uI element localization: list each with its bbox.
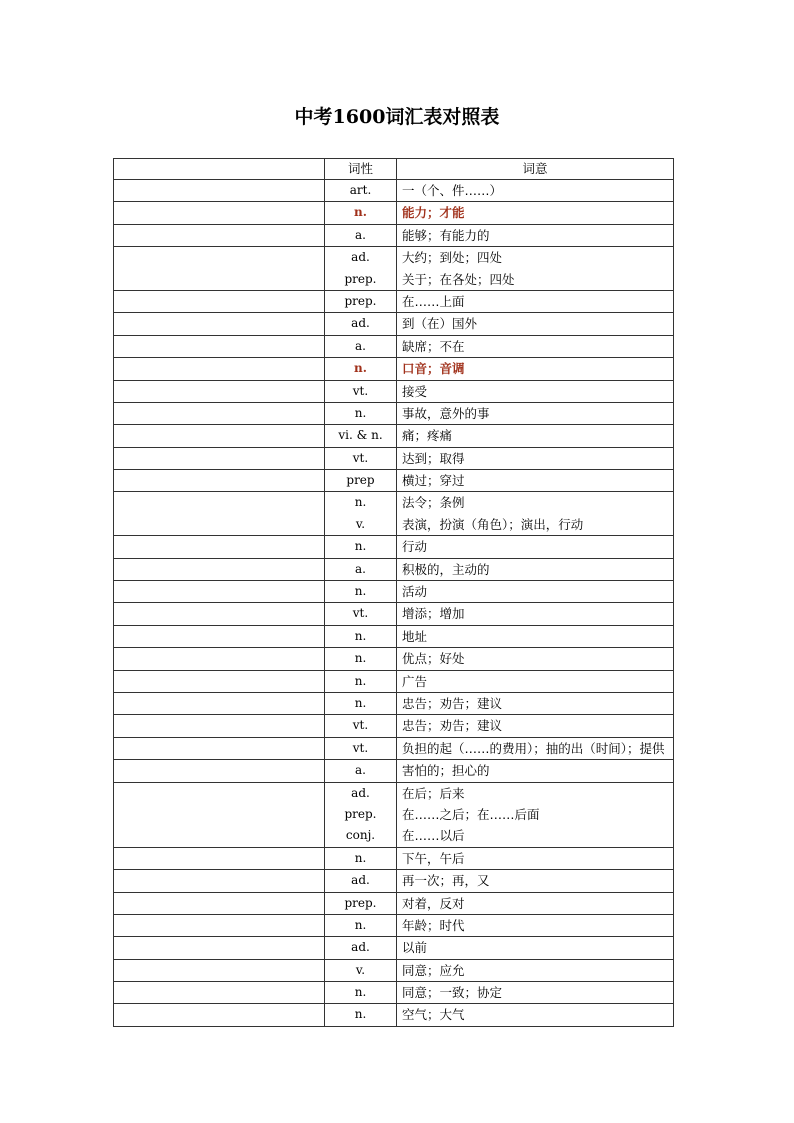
- meaning-text: 口音；音调: [402, 361, 465, 377]
- table-row: [114, 692, 674, 714]
- pos-text: n.: [354, 361, 367, 376]
- table-header-row: [114, 159, 674, 180]
- pos-cell: [325, 313, 397, 335]
- meaning-text: 能力；才能: [402, 205, 465, 221]
- pos-cell: [325, 202, 397, 224]
- table-row: [114, 847, 674, 869]
- meaning-cell: [397, 492, 674, 536]
- pos-cell: [325, 959, 397, 981]
- pos-text: n.: [354, 205, 367, 220]
- meaning-cell: [397, 648, 674, 670]
- word-cell: [114, 358, 325, 380]
- table-row: [114, 715, 674, 737]
- pos-text: ad.: [351, 785, 370, 800]
- word-cell: [114, 959, 325, 981]
- pos-text: vt.: [352, 718, 369, 733]
- meaning-text: 同意；应允: [402, 962, 465, 978]
- word-cell: [114, 247, 325, 291]
- pos-text: prep: [346, 473, 375, 488]
- table-row: [114, 290, 674, 312]
- meaning-cell: [397, 603, 674, 625]
- meaning-text: 对着，反对: [402, 895, 465, 911]
- meaning-cell: [397, 470, 674, 492]
- meaning-cell: [397, 670, 674, 692]
- pos-cell: [325, 870, 397, 892]
- pos-text: n.: [354, 495, 367, 510]
- table-row: [114, 447, 674, 469]
- meaning-cell: [397, 180, 674, 202]
- pos-text: prep.: [344, 806, 377, 821]
- meaning-text: 痛；疼痛: [402, 428, 453, 444]
- table-row: [114, 380, 674, 402]
- table-row: [114, 892, 674, 914]
- meaning-text: 接受: [402, 383, 428, 399]
- meaning-text: 负担的起（……的费用）；抽的出（时间）；提供: [402, 740, 665, 756]
- meaning-cell: [397, 358, 674, 380]
- table-row: [114, 425, 674, 447]
- pos-cell: [325, 914, 397, 936]
- pos-cell: [325, 937, 397, 959]
- word-cell: [114, 380, 325, 402]
- meaning-text: 下午，午后: [402, 850, 465, 866]
- pos-cell: [325, 536, 397, 558]
- pos-text: ad.: [351, 940, 370, 955]
- word-cell: [114, 224, 325, 246]
- pos-text: ad.: [351, 873, 370, 888]
- meaning-cell: [397, 380, 674, 402]
- pos-cell: [325, 425, 397, 447]
- word-cell: [114, 914, 325, 936]
- pos-cell: [325, 737, 397, 759]
- meaning-text: 以前: [402, 940, 428, 956]
- word-cell: [114, 536, 325, 558]
- pos-text: vt.: [352, 383, 369, 398]
- meaning-text: 空气；大气: [402, 1007, 465, 1023]
- table-row: [114, 737, 674, 759]
- meaning-cell: [397, 558, 674, 580]
- meaning-cell: [397, 313, 674, 335]
- meaning-text: 同意；一致；协定: [402, 985, 503, 1001]
- word-cell: [114, 782, 325, 847]
- table-row: [114, 335, 674, 357]
- table-row: [114, 180, 674, 202]
- pos-text: n.: [354, 917, 367, 932]
- word-cell: [114, 648, 325, 670]
- pos-cell: [325, 290, 397, 312]
- word-cell: [114, 625, 325, 647]
- meaning-text: 横过；穿过: [402, 473, 465, 489]
- meaning-cell: [397, 959, 674, 981]
- meaning-cell: [397, 536, 674, 558]
- word-cell: [114, 581, 325, 603]
- word-cell: [114, 692, 325, 714]
- pos-cell: [325, 847, 397, 869]
- meaning-text: 积极的，主动的: [402, 561, 490, 577]
- meaning-text: 行动: [402, 539, 428, 555]
- pos-cell: [325, 247, 397, 291]
- word-cell: [114, 870, 325, 892]
- table-row: [114, 224, 674, 246]
- pos-cell: [325, 581, 397, 603]
- table-row: [114, 782, 674, 847]
- pos-cell: [325, 470, 397, 492]
- meaning-cell: [397, 870, 674, 892]
- pos-text: n.: [354, 628, 367, 643]
- pos-cell: [325, 670, 397, 692]
- meaning-text: 优点；好处: [402, 651, 465, 667]
- table-row: [114, 937, 674, 959]
- word-cell: [114, 760, 325, 782]
- word-cell: [114, 558, 325, 580]
- pos-cell: [325, 447, 397, 469]
- pos-text: art.: [349, 183, 372, 197]
- pos-cell: [325, 224, 397, 246]
- meaning-text: 法令；条例: [402, 495, 465, 511]
- table-row: [114, 670, 674, 692]
- word-cell: [114, 402, 325, 424]
- table-row: [114, 625, 674, 647]
- pos-cell: [325, 760, 397, 782]
- word-cell: [114, 335, 325, 357]
- pos-cell: [325, 180, 397, 202]
- pos-text: vi. & n.: [338, 428, 383, 443]
- table-row: [114, 870, 674, 892]
- meaning-text: 达到；取得: [402, 450, 465, 466]
- word-cell: [114, 425, 325, 447]
- meaning-text: 关于；在各处；四处: [402, 271, 515, 287]
- meaning-cell: [397, 581, 674, 603]
- pos-text: vt.: [352, 606, 369, 621]
- meaning-cell: [397, 892, 674, 914]
- meaning-text: 广告: [402, 673, 428, 689]
- header-pos: 词性: [325, 159, 397, 180]
- word-cell: [114, 847, 325, 869]
- pos-text: vt.: [352, 740, 369, 755]
- word-cell: [114, 737, 325, 759]
- pos-text: n.: [354, 405, 367, 420]
- word-cell: [114, 492, 325, 536]
- word-cell: [114, 290, 325, 312]
- pos-text: ad.: [351, 250, 370, 265]
- meaning-text: 活动: [402, 584, 428, 600]
- meaning-text: 在……之后；在……后面: [402, 806, 540, 822]
- meaning-text: 到（在）国外: [402, 316, 478, 332]
- pos-cell: [325, 892, 397, 914]
- pos-text: ad.: [351, 316, 370, 331]
- pos-text: conj.: [345, 828, 376, 843]
- meaning-text: 在后；后来: [402, 785, 465, 801]
- pos-text: n.: [354, 985, 367, 1000]
- pos-cell: [325, 358, 397, 380]
- word-cell: [114, 603, 325, 625]
- meaning-text: 在……上面: [402, 293, 465, 309]
- pos-cell: [325, 1004, 397, 1026]
- table-row: [114, 536, 674, 558]
- word-cell: [114, 313, 325, 335]
- pos-text: a.: [355, 227, 366, 242]
- pos-text: prep.: [344, 293, 377, 308]
- meaning-cell: [397, 982, 674, 1004]
- meaning-cell: [397, 425, 674, 447]
- pos-cell: [325, 982, 397, 1004]
- pos-cell: [325, 625, 397, 647]
- table-row: [114, 402, 674, 424]
- meaning-cell: [397, 937, 674, 959]
- pos-text: n.: [354, 673, 367, 688]
- pos-text: v.: [355, 962, 366, 977]
- meaning-text: 大约；到处；四处: [402, 250, 503, 266]
- meaning-cell: [397, 290, 674, 312]
- word-cell: [114, 670, 325, 692]
- pos-text: vt.: [352, 450, 369, 465]
- meaning-text: 害怕的；担心的: [402, 763, 490, 779]
- meaning-cell: [397, 402, 674, 424]
- table-row: [114, 313, 674, 335]
- table-row: [114, 492, 674, 536]
- table-row: [114, 202, 674, 224]
- pos-cell: [325, 558, 397, 580]
- meaning-cell: [397, 202, 674, 224]
- table-row: [114, 581, 674, 603]
- pos-cell: [325, 715, 397, 737]
- meaning-text: 一（个、件……）: [402, 183, 503, 198]
- pos-text: prep.: [344, 895, 377, 910]
- table-row: [114, 603, 674, 625]
- table-row: [114, 760, 674, 782]
- word-cell: [114, 447, 325, 469]
- meaning-text: 事故，意外的事: [402, 405, 490, 421]
- word-cell: [114, 892, 325, 914]
- table-row: [114, 959, 674, 981]
- pos-cell: [325, 402, 397, 424]
- word-cell: [114, 180, 325, 202]
- table-row: [114, 247, 674, 291]
- header-meaning: 词意: [397, 159, 674, 180]
- meaning-cell: [397, 715, 674, 737]
- pos-text: n.: [354, 651, 367, 666]
- table-row: [114, 358, 674, 380]
- meaning-cell: [397, 847, 674, 869]
- meaning-cell: [397, 224, 674, 246]
- meaning-text: 增添；增加: [402, 606, 465, 622]
- table-body: [114, 180, 674, 1027]
- pos-text: n.: [354, 1007, 367, 1022]
- meaning-text: 在……以后: [402, 828, 465, 844]
- meaning-cell: [397, 625, 674, 647]
- pos-cell: [325, 380, 397, 402]
- pos-text: a.: [355, 561, 366, 576]
- meaning-text: 忠告；劝告；建议: [402, 718, 503, 734]
- meaning-cell: [397, 914, 674, 936]
- word-cell: [114, 715, 325, 737]
- table-row: [114, 1004, 674, 1026]
- pos-cell: [325, 335, 397, 357]
- word-cell: [114, 1004, 325, 1026]
- table-row: [114, 470, 674, 492]
- meaning-cell: [397, 335, 674, 357]
- word-cell: [114, 982, 325, 1004]
- meaning-cell: [397, 760, 674, 782]
- header-word: [114, 159, 325, 180]
- table-row: [114, 982, 674, 1004]
- pos-text: n.: [354, 850, 367, 865]
- meaning-text: 能够；有能力的: [402, 227, 490, 243]
- meaning-text: 表演，扮演（角色）；演出，行动: [402, 516, 584, 532]
- meaning-text: 缺席；不在: [402, 338, 465, 354]
- pos-cell: [325, 782, 397, 847]
- vocabulary-table: [113, 158, 674, 1027]
- pos-text: a.: [355, 763, 366, 778]
- pos-cell: [325, 648, 397, 670]
- pos-cell: [325, 603, 397, 625]
- meaning-cell: [397, 247, 674, 291]
- pos-text: n.: [354, 539, 367, 554]
- word-cell: [114, 202, 325, 224]
- word-cell: [114, 937, 325, 959]
- pos-cell: [325, 692, 397, 714]
- meaning-cell: [397, 1004, 674, 1026]
- pos-text: n.: [354, 695, 367, 710]
- meaning-text: 再一次；再，又: [402, 873, 490, 889]
- meaning-text: 忠告；劝告；建议: [402, 695, 503, 711]
- meaning-text: 年龄；时代: [402, 917, 465, 933]
- table-row: [114, 558, 674, 580]
- table-row: [114, 648, 674, 670]
- page-title: 中考1600词汇表对照表: [294, 106, 500, 128]
- meaning-cell: [397, 447, 674, 469]
- pos-text: v.: [355, 516, 366, 531]
- pos-cell: [325, 492, 397, 536]
- pos-text: n.: [354, 584, 367, 599]
- meaning-text: 地址: [402, 628, 428, 644]
- table-row: [114, 914, 674, 936]
- meaning-cell: [397, 692, 674, 714]
- meaning-cell: [397, 737, 674, 759]
- meaning-cell: [397, 782, 674, 847]
- pos-text: a.: [355, 338, 366, 353]
- word-cell: [114, 470, 325, 492]
- pos-text: prep.: [344, 271, 377, 286]
